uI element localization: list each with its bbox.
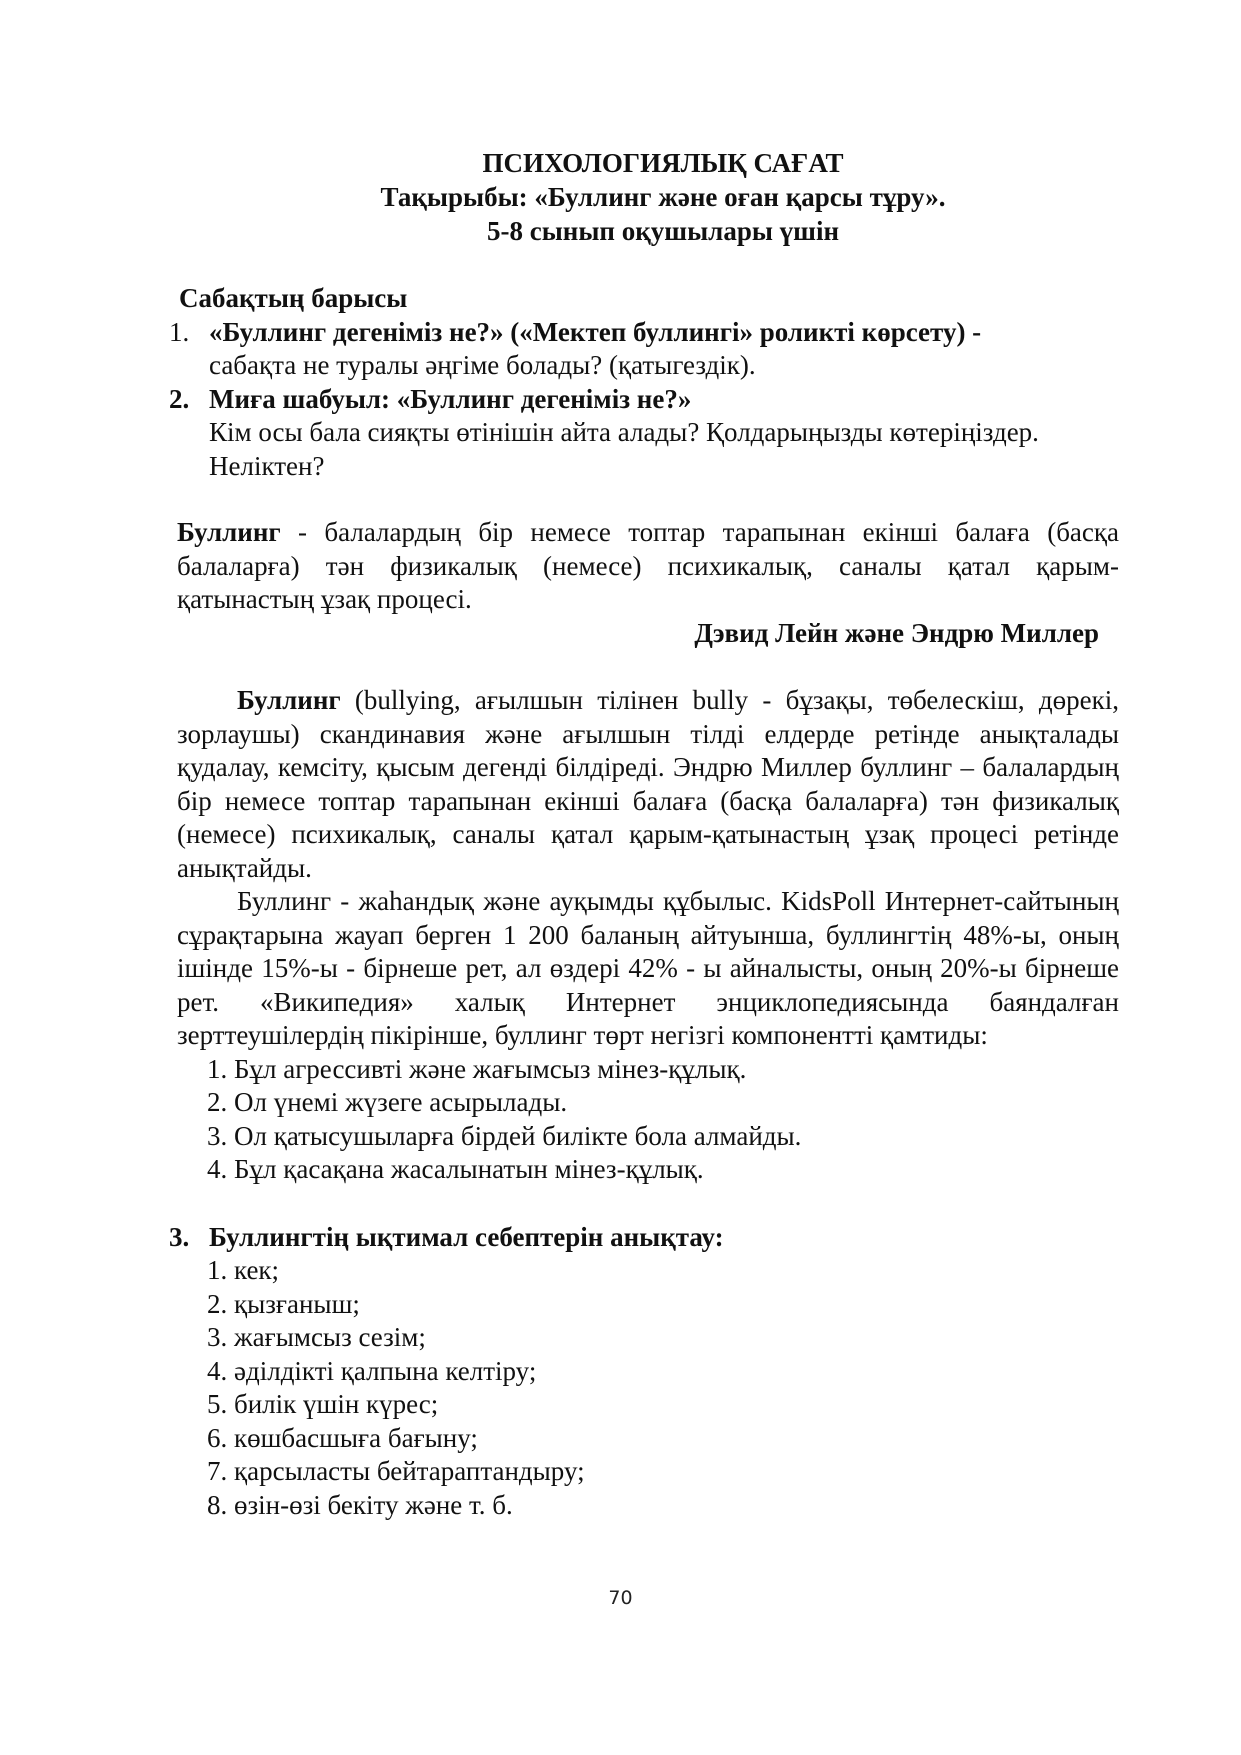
- lesson-item-number: 2.: [169, 383, 190, 414]
- page-content: [169, 146, 1119, 1522]
- lesson-heading: Сабақтың барысы: [179, 283, 408, 313]
- list-item: 4. Бұл қасақана жасалынатын мінез-құлық.: [207, 1154, 704, 1184]
- lesson-item-1: [169, 316, 1119, 383]
- lesson-item-bold-text: Миға шабуыл: «Буллинг дегеніміз не?»: [209, 383, 692, 414]
- causes-list: [177, 1254, 1119, 1522]
- components-list: [177, 1053, 1119, 1187]
- lesson-item-2: [169, 383, 1119, 484]
- lesson-item-text: Кім осы бала сияқты өтінішін айта алады? Қолдарыңызды көтеріңіздер. Неліктен?: [209, 417, 1039, 481]
- list-item: 6. көшбасшыға бағыну;: [207, 1422, 478, 1453]
- title-line-2: Тақырыбы: «Буллинг және оған қарсы тұру».: [380, 182, 946, 212]
- lesson-item-text: сабақта не туралы әңгіме болады? (қатыгездік).: [209, 350, 756, 380]
- list-item: 2. қызғаныш;: [207, 1288, 360, 1319]
- definition-paragraph: [177, 516, 1119, 617]
- body-paragraph-1: [177, 684, 1119, 885]
- list-item: 8. өзін-өзі бекіту және т. б.: [207, 1489, 513, 1520]
- section-3: [169, 1221, 1119, 1255]
- lesson-item-number: 1.: [169, 316, 190, 347]
- list-item: 2. Ол үнемі жүзеге асырылады.: [207, 1087, 568, 1117]
- list-item: 1. Бұл агрессивті және жағымсыз мінез-құлық.: [207, 1053, 747, 1084]
- section-3-heading: Буллингтің ықтимал себептерін анықтау:: [209, 1221, 724, 1252]
- body-paragraph-1-text: (bullying, ағылшын тілінен bully - бұзақы, төбелескіш, дөрекі, зорлаушы) скандинавия және ағылшын тілді елдерде ретінде анықталады қудалау, кемсіту, қысым дегенді білдіреді. Эндрю Миллер буллинг – балалардың бір немесе топтар тарапынан екінші балаға (басқа балаларға) тән физикалық (немесе) психикалық, саналы қатал қарым-қатынастың ұзақ процесі ретінде анықтайды.: [177, 685, 1119, 883]
- definition-term: Буллинг: [177, 517, 281, 547]
- list-item: 3. жағымсыз сезім;: [207, 1322, 426, 1352]
- body-term: Буллинг: [237, 685, 341, 715]
- list-item: 4. әділдікті қалпына келтіру;: [207, 1355, 537, 1386]
- section-3-number: 3.: [169, 1221, 190, 1252]
- list-item: 3. Ол қатысушыларға бірдей билікте бола алмайды.: [207, 1120, 802, 1151]
- definition-text: - балалардың бір немесе топтар тарапынан екінші балаға (басқа балаларға) тән физикалық (немесе) психикалық, саналы қатал қарым-қатынастың ұзақ процесі.: [177, 517, 1119, 614]
- list-item: 5. билік үшін күрес;: [207, 1389, 439, 1419]
- title-line-3: 5-8 сынып оқушылары үшін: [486, 216, 840, 246]
- list-item: 7. қарсыласты бейтараптандыру;: [207, 1456, 585, 1486]
- list-item: 1. кек;: [207, 1255, 280, 1285]
- lesson-item-bold-text: «Буллинг дегеніміз не?» («Мектеп буллингі» роликті көрсету) -: [209, 316, 982, 347]
- body-paragraph-2: Буллинг - жаһандық және ауқымды құбылыс. KidsPoll Интернет-сайтының сұрақтарына жауап берген 1 200 баланың айтуынша, буллингтің 48%-ы, оның ішінде 15%-ы - бірнеше рет, ал өздері 42% - ы айналысты, оның 20%-ы бірнеше рет. «Википедия» халық Интернет энциклопедиясында баяндалған зерттеушілердің пікірінше, буллинг төрт негізгі компонентті қамтиды:: [177, 886, 1119, 1050]
- definition-author: Дэвид Лейн және Эндрю Миллер: [694, 617, 1099, 648]
- title-block: [207, 146, 1119, 248]
- page-number: 70: [608, 1587, 633, 1609]
- title-line-1: ПСИХОЛОГИЯЛЫҚ САҒАТ: [482, 148, 844, 178]
